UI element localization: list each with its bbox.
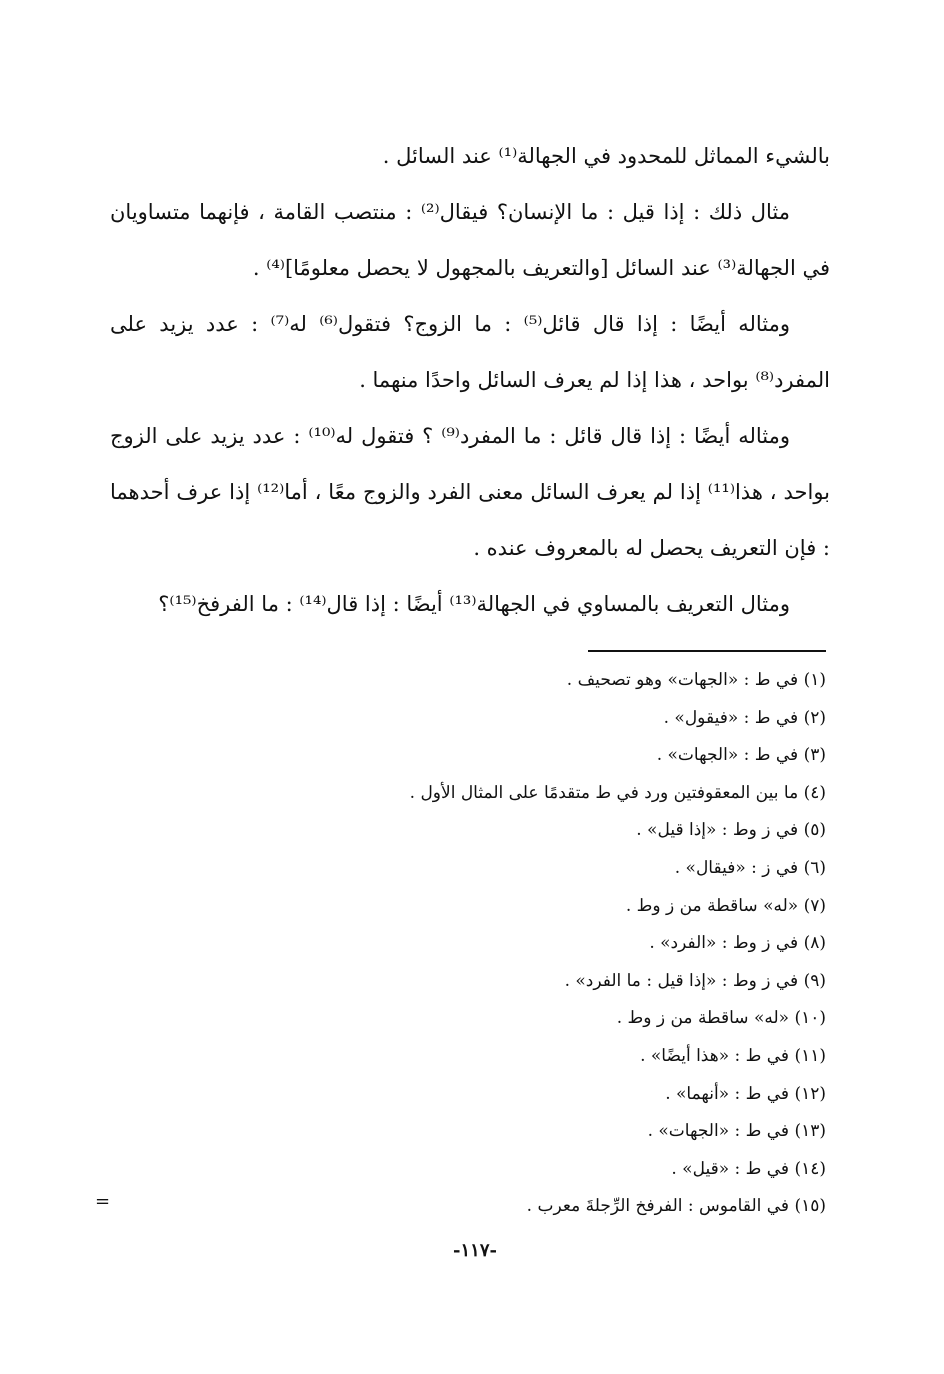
footnote-13: (١٣) في ط : «الجهات» . [647, 1121, 826, 1142]
main-text [110, 128, 830, 632]
footnote-3: (٣) في ط : «الجهات» . [656, 745, 826, 766]
footnote-11: (١١) في ط : «هذا أيضًا» . [640, 1045, 826, 1066]
continuation-mark: = [95, 1191, 111, 1212]
paragraph-4: ومثاله أيضًا : إذا قال قائل : ما المفرد⁽⁹⁾ ؟ فتقول له⁽¹⁰⁾ : عدد يزيد على الزوج بواحد ، هذا⁽¹¹⁾ إذا لم يعرف السائل معنى الفرد والزوج معًا ، أما⁽¹²⁾ إذا عرف أحدهما : فإن التعريف يحصل له بالمعروف عنده . [110, 424, 831, 560]
page-number: -١١٧- [453, 1240, 497, 1261]
footnote-2: (٢) في ط : «فيقول» . [663, 707, 826, 728]
paragraph-5: ومثال التعريف بالمساوي في الجهالة⁽¹³⁾ أيضًا : إذا قال⁽¹⁴⁾ : ما الفرفخ⁽¹⁵⁾؟ [158, 592, 790, 616]
footnote-divider [588, 650, 826, 652]
footnote-5: (٥) في ز وط : «إذا قيل» . [636, 820, 826, 841]
footnote-8: (٨) في ز وط : «الفرد» . [649, 933, 826, 954]
paragraph-3: ومثاله أيضًا : إذا قال قائل⁽⁵⁾ : ما الزوج؟ فتقول⁽⁶⁾ له⁽⁷⁾ : عدد يزيد على المفرد⁽⁸⁾ بواحد ، هذا إذا لم يعرف السائل واحدًا منهما . [110, 312, 830, 392]
footnote-4: (٤) ما بين المعقوفتين ورد في ط متقدمًا على المثال الأول . [409, 782, 826, 803]
paragraph-2: مثال ذلك : إذا قيل : ما الإنسان؟ فيقال⁽²⁾ : منتصب القامة ، فإنهما متساويان في الجهالة⁽³⁾ عند السائل [والتعريف بالمجهول لا يحصل معلومًا]⁽⁴⁾ . [110, 200, 830, 280]
footnote-1: (١) في ط : «الجهات» وهو تصحيف . [566, 670, 826, 690]
footnote-10: (١٠) «له» ساقطة من ز وط . [616, 1008, 826, 1029]
paragraph-1: بالشيء المماثل للمحدود في الجهالة⁽¹⁾ عند السائل . [382, 144, 830, 168]
footnote-7: (٧) «له» ساقطة من ز وط . [625, 895, 826, 916]
footnote-14: (١٤) في ط : «قيل» . [671, 1158, 826, 1179]
footnote-12: (١٢) في ط : «أنهما» . [665, 1083, 826, 1104]
footnote-9: (٩) في ز وط : «إذا قيل : ما الفرد» . [564, 970, 826, 991]
footnote-15: (١٥) في القاموس : الفرفخ الرِّجلةَ معرب . [526, 1196, 826, 1217]
footnote-6: (٦) في ز : «فيقال» . [674, 857, 826, 878]
footnotes-list [300, 662, 826, 1226]
